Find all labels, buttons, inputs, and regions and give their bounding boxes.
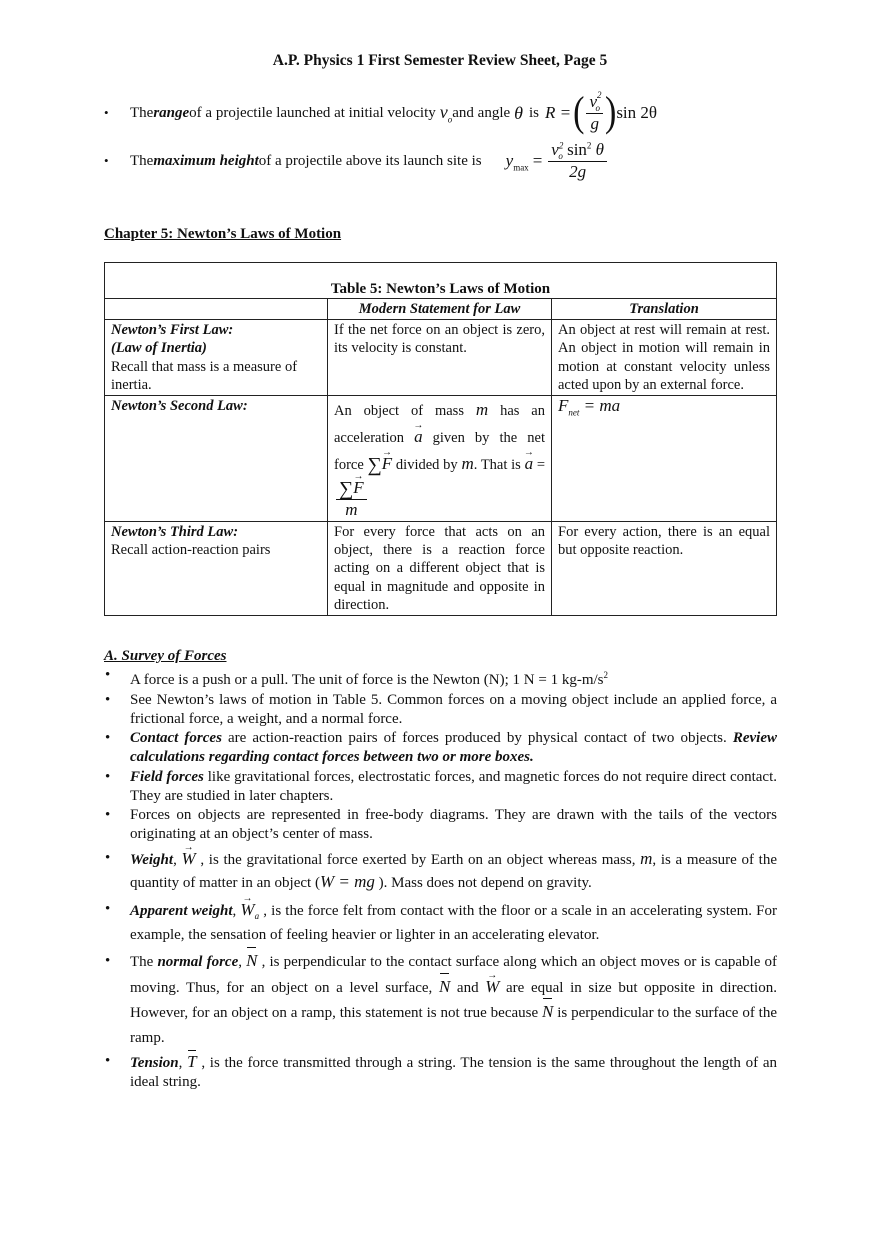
range-formula-lhs: R = (545, 103, 572, 123)
bullet-dot: • (104, 105, 109, 121)
law3-name-cell (105, 522, 328, 616)
table-caption-row (105, 263, 777, 299)
law1-note: Recall that mass is a measure of inertia. (111, 358, 298, 393)
height-formula-equals: = (532, 151, 543, 171)
table-row (105, 522, 777, 616)
header-statement: Modern Statement for Law (328, 299, 552, 320)
law3-statement: For every force that acts on an object, there is a reaction force acting on a different object that is equal in magnitude and opposite in direction. (328, 522, 552, 616)
height-text-pre: The (130, 152, 154, 169)
law2-name-cell (105, 396, 328, 522)
law1-name: Newton’s First Law: (111, 322, 234, 339)
chapter-heading: Chapter 5: Newton’s Laws of Motion (104, 226, 342, 242)
list-item: • The normal force, N , is perpendicular to the contact surface along which an object moves or is capable of moving. Thus, for an object on a level surface, N and → W are equal in size but opposite in direction. However, for an object on a ramp, this statement is not true because N is perpendicular to the surface of the ramp. (104, 949, 777, 1050)
law2-name: Newton’s Second Law: (111, 398, 248, 415)
list-item: • Forces on objects are represented in free-body diagrams. They are drawn with the tails of the vectors originating at an object’s center of mass. (104, 806, 777, 844)
forces-list (104, 666, 777, 1093)
law2-statement: An object of mass m has an acceleration → a given by the net force ∑→ F divided by m. That is → a = $\frac{\sum\to F}{m}$ (328, 396, 552, 522)
law3-name: Newton’s Third Law: (111, 524, 239, 541)
list-item: • Tension, T , is the force transmitted through a string. The tension is the same throughout the length of an ideal string. (104, 1052, 777, 1092)
range-term: range (153, 104, 190, 121)
height-text-mid: of a projectile above its launch site is (258, 152, 482, 169)
initial-velocity-symbol: $v_o$ (439, 101, 453, 125)
table-row (105, 320, 777, 396)
angle-symbol: θ (514, 102, 523, 123)
height-formula-lhs: $y_{max}$ (505, 150, 529, 172)
law1-translation: An object at rest will remain at rest. An object in motion will remain in motion at constant velocity unless acted upon by an external force. (552, 320, 777, 396)
range-text-and: and angle (452, 104, 511, 121)
list-item: • See Newton’s laws of motion in Table 5. Common forces on a moving object include an applied force, a frictional force, a weight, and a normal force. (104, 691, 777, 729)
range-text-is: is (528, 104, 539, 121)
table-header-row (105, 299, 777, 320)
table-row (105, 396, 777, 522)
header-empty (105, 299, 328, 320)
survey-of-forces-heading: A. Survey of Forces (104, 648, 227, 664)
height-formula-fraction: $\frac{v^2_o \sin^2 \theta}{2g}$ (548, 140, 607, 182)
law1-statement: If the net force on an object is zero, its velocity is constant. (328, 320, 552, 396)
page-title: A.P. Physics 1 First Semester Review Sheet, Page 5 (272, 52, 608, 69)
list-item: • Contact forces are action-reaction pairs of forces produced by physical contact of two objects. Review calculations regarding contact forces between two or more boxes. (104, 729, 777, 767)
list-item: • Weight, → W , is the gravitational force exerted by Earth on an object whereas mass, m, is a measure of the quantity of matter in an object (W = mg ). Mass does not depend on gravity. (104, 848, 777, 894)
law1-name-cell (105, 320, 328, 396)
max-height-bullet (104, 140, 609, 182)
height-term: maximum height (153, 152, 259, 169)
range-text-mid: of a projectile launched at initial velocity (189, 104, 436, 121)
law2-translation: $F_{net}$ = ma (552, 396, 777, 522)
range-bullet: • The range of a projectile launched at initial velocity $v_o$ and angle θ is R = ( $\frac{v^2_o}{g}$ ) sin 2θ (104, 89, 658, 136)
range-formula-fraction: $\frac{v^2_o}{g}$ (586, 92, 603, 134)
law1-alias: (Law of Inertia) (111, 340, 207, 357)
bullet-dot: • (104, 153, 109, 169)
list-item: • A force is a push or a pull. The unit of force is the Newton (N); 1 N = 1 $kg-m/s^2$ (104, 666, 777, 690)
list-item: • Apparent weight, → $W_a$ , is the force felt from contact with the floor or a scale in an accelerating system. For example, the sensation of feeling heavier or lighter in an accelerating elevator. (104, 900, 777, 945)
law3-note: Recall action-reaction pairs (111, 542, 271, 559)
newtons-laws-table (104, 262, 777, 616)
range-text-pre: The (130, 104, 154, 121)
list-item: • Field forces like gravitational forces, electrostatic forces, and magnetic forces do not require direct contact. They are studied in later chapters. (104, 768, 777, 806)
table-caption: Table 5: Newton’s Laws of Motion (105, 263, 777, 299)
range-formula-sin: sin 2θ (616, 103, 658, 123)
header-translation: Translation (552, 299, 777, 320)
law3-translation: For every action, there is an equal but opposite reaction. (552, 522, 777, 616)
